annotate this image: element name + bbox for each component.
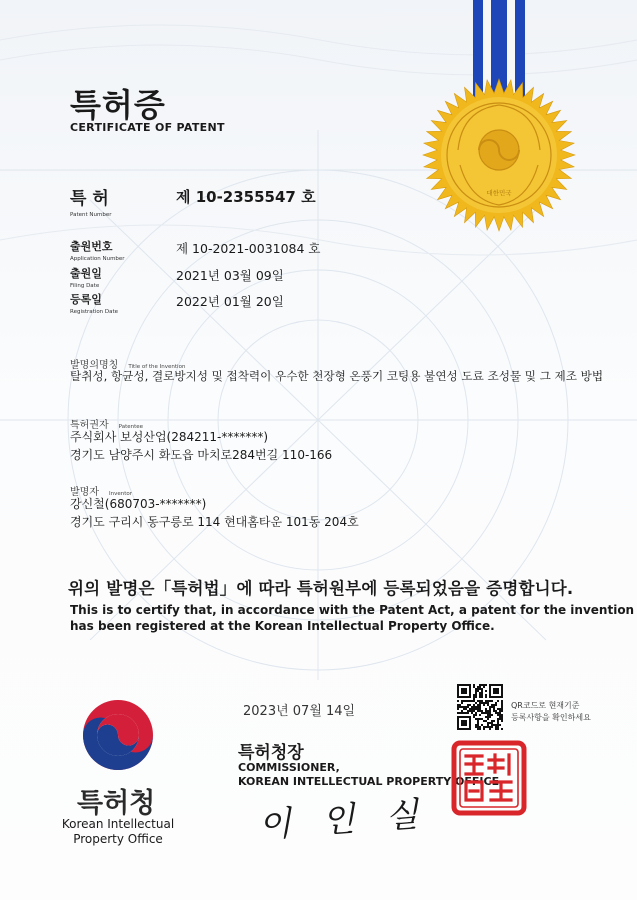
patent-number-label-ko: 특 허 [70, 189, 109, 209]
registration-date-value: 2022년 01월 20일 [176, 294, 284, 309]
commissioner-title-ko: 특허청장 [238, 743, 304, 763]
certification-statement-en-line2: has been registered at the Korean Intellectual Property Office. [70, 619, 495, 633]
page-subtitle: CERTIFICATE OF PATENT [70, 121, 225, 134]
application-number-label-en: Application Number [70, 256, 125, 262]
inventor-label-en: Inventor [108, 491, 132, 497]
patentee-label-ko: 특허권자 [70, 420, 109, 431]
kipo-name-en-line2: Property Office [73, 832, 163, 846]
application-number-value: 제 10-2021-0031084 호 [176, 241, 321, 256]
filing-date-value: 2021년 03월 09일 [176, 268, 284, 283]
qr-note-line1: QR코드로 현재기준 [511, 701, 580, 710]
patent-number-label [70, 184, 111, 218]
qr-note-line2: 등록사항을 확인하세요 [511, 713, 591, 722]
inventor-label-ko: 발명자 [70, 487, 99, 498]
commissioner-title-en-line1: COMMISSIONER, [238, 761, 340, 774]
inventor-name: 강신철(680703-*******) [70, 497, 207, 511]
medal-inscription: 대한민국 [486, 189, 512, 197]
filing-date-label-en: Filing Date [70, 283, 100, 289]
registration-date-label-ko: 등록일 [70, 293, 102, 306]
patent-number-value: 제 10-2355547 호 [176, 188, 316, 206]
commissioner-title-en-line2: KOREAN INTELLECTUAL PROPERTY OFFICE [238, 775, 500, 788]
patentee-label-en: Patentee [118, 424, 144, 430]
filing-date-label [70, 265, 102, 289]
official-seal-stamp-icon [451, 740, 527, 816]
inventor-address: 경기도 구리시 동구릉로 114 현대홈타운 101동 204호 [70, 515, 359, 529]
registration-date-label-en: Registration Date [70, 309, 119, 315]
application-number-label-ko: 출원번호 [70, 240, 113, 253]
application-number-label [70, 238, 125, 262]
patent-number-label-en: Patent Number [70, 212, 112, 218]
invention-title: 탈취성, 항균성, 결로방지성 및 접착력이 우수한 천장형 온풍기 코팅용 불연성 도료 조성물 및 그 제조 방법 [70, 369, 604, 383]
certification-statement-ko: 위의 발명은「특허법」에 따라 특허원부에 등록되었음을 증명합니다. [68, 579, 574, 598]
registration-date-label [70, 291, 118, 315]
filing-date-label-ko: 출원일 [70, 267, 102, 280]
patentee-address: 경기도 남양주시 화도읍 마치로284번길 110-166 [70, 448, 333, 462]
qr-code-icon[interactable] [457, 684, 503, 730]
kipo-name-ko: 특허청 [77, 788, 156, 819]
invention-label-en: Title of the Invention [128, 364, 186, 370]
gold-medal-icon [410, 0, 590, 240]
certification-statement-en-line1: This is to certify that, in accordance with the Patent Act, a patent for the invention [70, 603, 635, 617]
kipo-taegeuk-logo-icon [80, 697, 156, 773]
issue-date: 2023년 07월 14일 [243, 704, 356, 719]
page-title: 특허증 [70, 86, 166, 124]
invention-label-ko: 발명의명칭 [70, 360, 119, 371]
patentee-name: 주식회사 보성산업(284211-*******) [70, 430, 269, 444]
commissioner-signature: 이 인 실 [257, 794, 430, 846]
kipo-name-en-line1: Korean Intellectual [61, 817, 175, 831]
